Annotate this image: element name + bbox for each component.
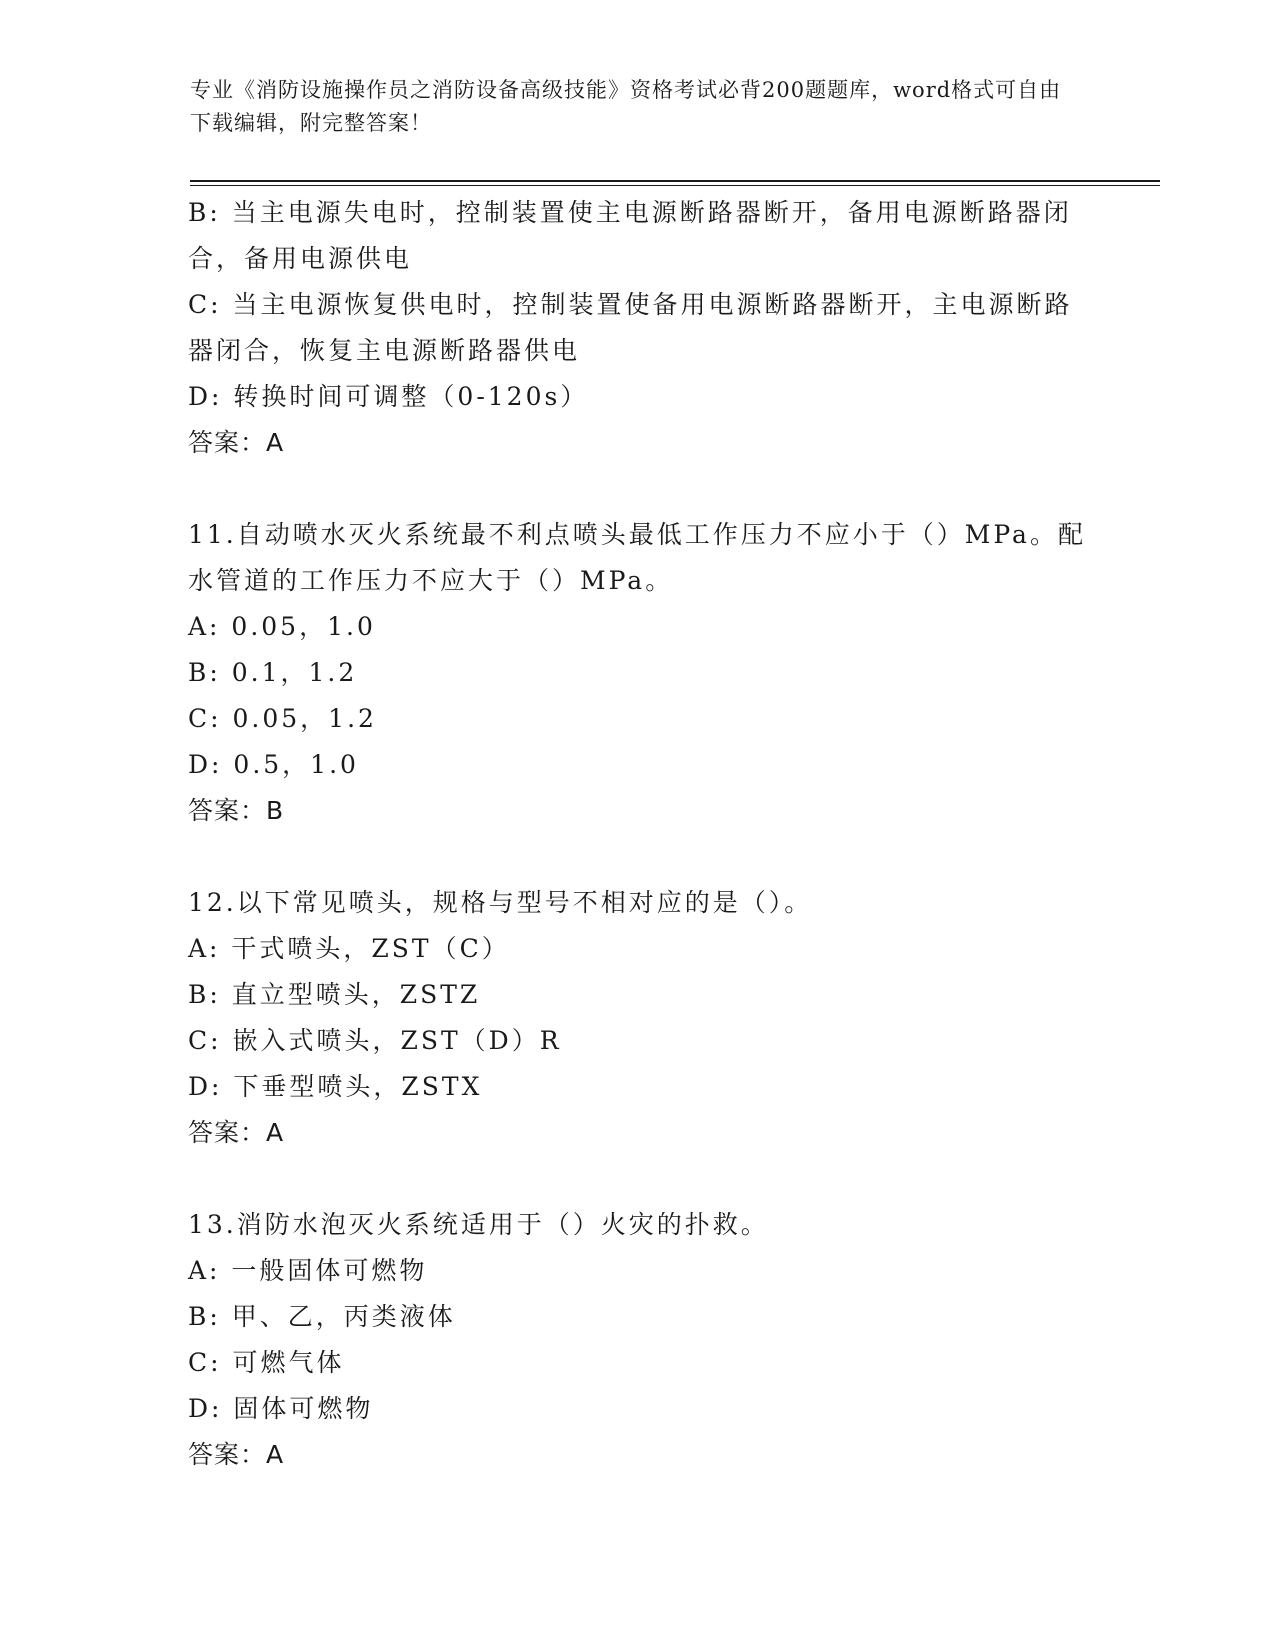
question-block-10 [188, 190, 1088, 466]
question-text: 11.自动喷水灭火系统最不利点喷头最低工作压力不应小于（）MPa。配水管道的工作压力不应大于（）MPa。 [188, 520, 1086, 595]
answer: 答案：B [188, 796, 285, 825]
question-block-11 [188, 512, 1088, 834]
option-d: D: 固体可燃物 [188, 1394, 374, 1423]
spacer [188, 1156, 1088, 1202]
answer: 答案：A [188, 1440, 285, 1469]
document-header: 专业《消防设施操作员之消防设备高级技能》资格考试必背200题题库，word格式可自由下载编辑，附完整答案！ [190, 78, 1062, 135]
question-block-12 [188, 880, 1088, 1156]
option-c: C: 0.05，1.2 [188, 704, 377, 733]
spacer [188, 834, 1088, 880]
option-b: B: 当主电源失电时，控制装置使主电源断路器断开，备用电源断路器闭合，备用电源供电 [188, 198, 1072, 273]
option-b: B: 0.1，1.2 [188, 658, 358, 687]
answer: 答案：A [188, 428, 285, 457]
option-c: C: 嵌入式喷头，ZST（D）R [188, 1026, 562, 1055]
option-c: C: 可燃气体 [188, 1348, 345, 1377]
header-divider-thick [190, 180, 1160, 182]
header-divider-thin [190, 185, 1160, 186]
question-text: 12.以下常见喷头，规格与型号不相对应的是（）。 [188, 888, 813, 917]
question-block-13 [188, 1202, 1088, 1478]
option-b: B: 直立型喷头，ZSTZ [188, 980, 481, 1009]
option-a: A: 干式喷头，ZST（C） [188, 934, 510, 963]
option-d: D: 下垂型喷头，ZSTX [188, 1072, 483, 1101]
option-b: B: 甲、乙，丙类液体 [188, 1302, 456, 1331]
spacer [188, 466, 1088, 512]
option-d: D: 转换时间可调整（0-120s） [188, 382, 589, 411]
option-a: A: 0.05，1.0 [188, 612, 376, 641]
answer: 答案：A [188, 1118, 285, 1147]
question-list [188, 190, 1088, 1478]
option-a: A: 一般固体可燃物 [188, 1256, 428, 1285]
option-d: D: 0.5，1.0 [188, 750, 359, 779]
option-c: C: 当主电源恢复供电时，控制装置使备用电源断路器断开，主电源断路器闭合，恢复主电源断路器供电 [188, 290, 1073, 365]
question-text: 13.消防水泡灭火系统适用于（）火灾的扑救。 [188, 1210, 769, 1239]
